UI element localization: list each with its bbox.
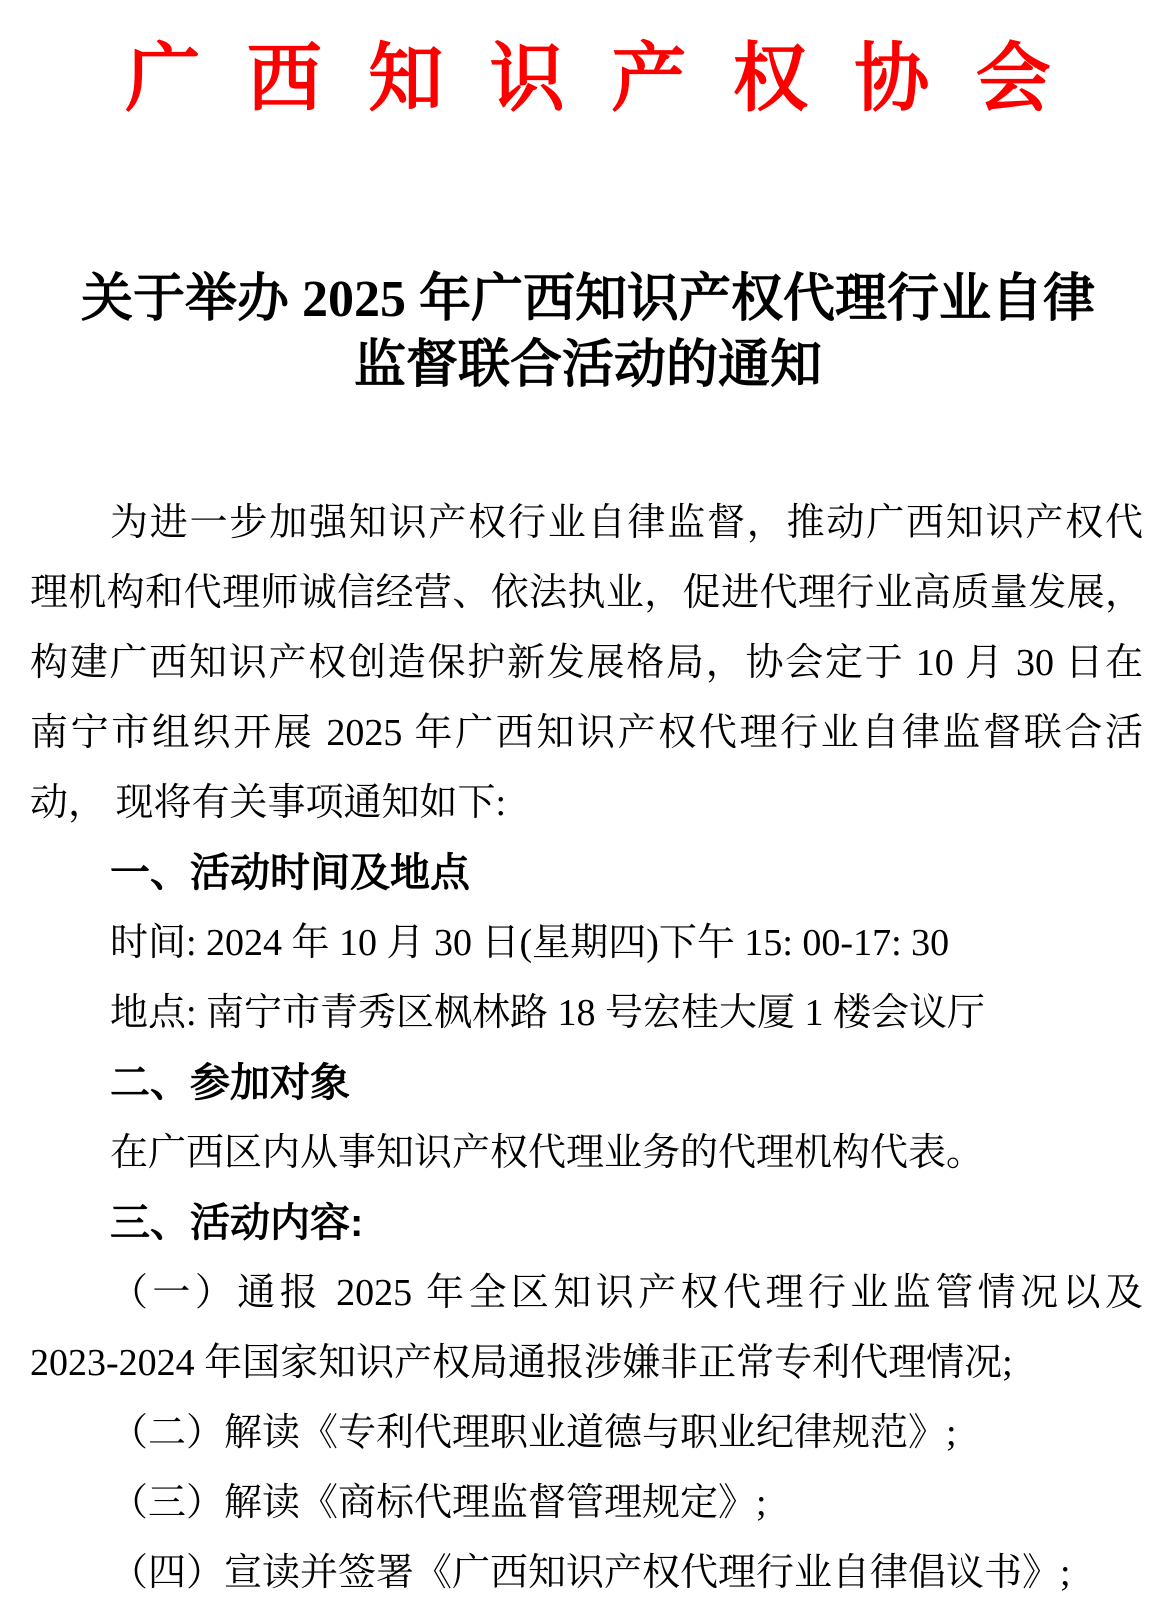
agenda-item-2: （二）解读《专利代理职业道德与职业纪律规范》; (110, 1412, 957, 1454)
agenda-item-4: （四）宣读并签署《广西知识产权代理行业自律倡议书》; (110, 1552, 1071, 1594)
intro-line-1: 为进一步加强知识产权行业自律监督，推动广西知识产权代 (110, 502, 1143, 544)
participants-line: 在广西区内从事知识产权代理业务的代理机构代表。 (110, 1132, 985, 1174)
event-location-line: 地点: 南宁市青秀区枫林路 18 号宏桂大厦 1 楼会议厅 (110, 992, 986, 1034)
intro-line-2: 理机构和代理师诚信经营、依法执业，促进代理行业高质量发展， (30, 572, 1143, 614)
intro-line-4: 南宁市组织开展 2025 年广西知识产权代理行业自律监督联合活 (30, 712, 1143, 754)
title-line-1: 关于举办 2025 年广西知识产权代理行业自律 (80, 271, 1095, 328)
intro-line-5: 动， 现将有关事项通知如下: (30, 782, 507, 824)
section-1-heading: 一、活动时间及地点 (110, 851, 470, 895)
org-name-header: 广西知识产权协会 (125, 38, 1098, 121)
agenda-item-3: （三）解读《商标代理监督管理规定》; (110, 1482, 767, 1524)
document-body (0, 488, 1176, 1608)
agenda-item-1-line-1: （一）通报 2025 年全区知识产权代理行业监管情况以及 (110, 1272, 1143, 1314)
agenda-item-1-line-2: 2023-2024 年国家知识产权局通报涉嫌非正常专利代理情况; (30, 1342, 1013, 1384)
document-title (0, 267, 1176, 399)
title-line-2: 监督联合活动的通知 (353, 337, 822, 394)
section-3-heading: 三、活动内容: (110, 1201, 364, 1245)
intro-line-3: 构建广西知识产权创造保护新发展格局，协会定于 10 月 30 日在 (30, 642, 1143, 684)
event-time-line: 时间: 2024 年 10 月 30 日(星期四)下午 15: 00-17: 30 (110, 922, 950, 964)
section-2-heading: 二、参加对象 (110, 1061, 350, 1105)
